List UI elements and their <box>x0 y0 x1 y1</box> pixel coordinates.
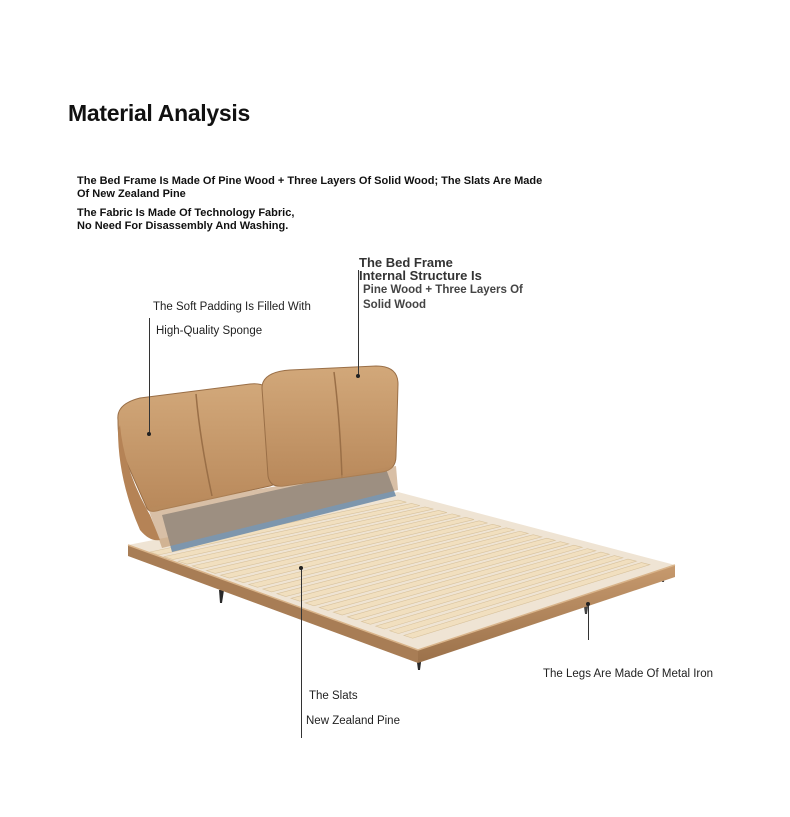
structure-marker-dot <box>356 374 360 378</box>
legs-label: The Legs Are Made Of Metal Iron <box>543 668 714 680</box>
padding-leader-line <box>149 318 150 434</box>
structure-detail-line-2: Solid Wood <box>363 299 427 311</box>
structure-heading-line-2: Internal Structure Is <box>359 268 482 283</box>
slats-label-line-2: New Zealand Pine <box>306 715 400 727</box>
slats-marker-dot <box>299 566 303 570</box>
slats-label-line-1: The Slats <box>309 690 358 702</box>
padding-label-line-1: The Soft Padding Is Filled With <box>153 301 311 313</box>
legs-marker-dot <box>586 602 590 606</box>
fabric-line-1: The Fabric Is Made Of Technology Fabric, <box>77 207 295 219</box>
padding-label-line-2: High-Quality Sponge <box>156 325 263 337</box>
structure-heading-line-1: The Bed Frame <box>359 255 453 270</box>
fabric-line-2: No Need For Disassembly And Washing. <box>77 219 289 232</box>
frame-material-line-1: The Bed Frame Is Made Of Pine Wood + Three Layers Of Solid Wood; The Slats Are Made <box>77 175 543 187</box>
legs-leader-line <box>588 604 589 640</box>
slats-leader-line <box>301 568 302 738</box>
page-title: Material Analysis <box>68 100 250 126</box>
structure-detail-line-1: Pine Wood + Three Layers Of <box>363 284 523 296</box>
frame-material-line-2: Of New Zealand Pine <box>77 187 186 200</box>
structure-leader-line <box>358 270 359 376</box>
padding-marker-dot <box>147 432 151 436</box>
